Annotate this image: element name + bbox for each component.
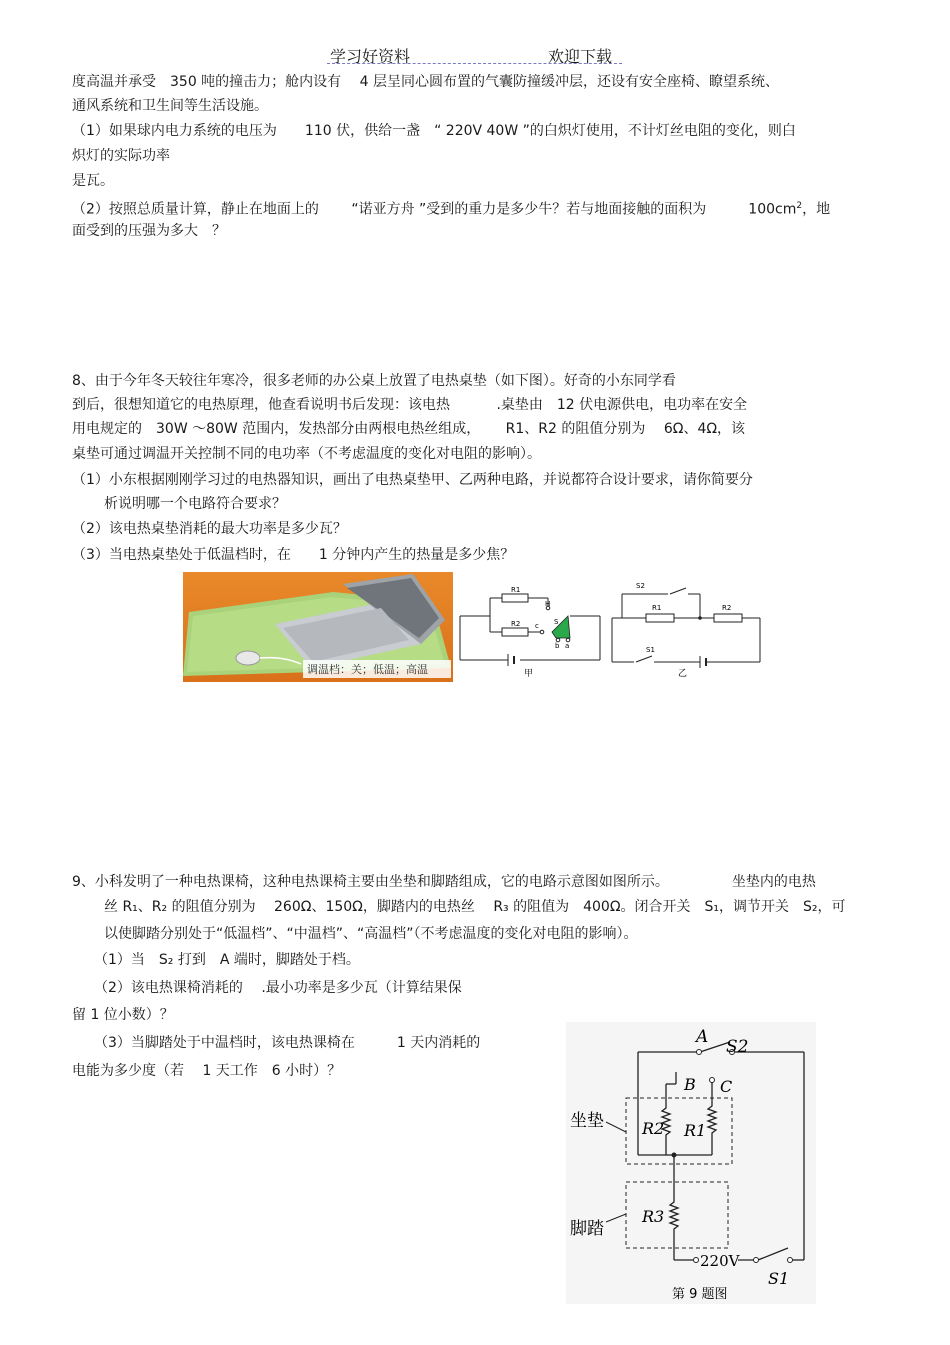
p8-q2: （2）该电热桌垫消耗的最大功率是多少瓦？ — [72, 521, 347, 537]
fig9-r3-label: R3 — [642, 1207, 665, 1226]
p7-line1: 度高温并承受 350 吨的撞击力；舱内设有 4 层呈同心圆布置的气囊防撞缓冲层，还设有安全座椅、瞭望系统、 — [72, 74, 779, 90]
photo-caption: 调温档：关；低温；高温 — [307, 663, 428, 676]
p7-q1-line1: （1）如果球内电力系统的电压为 110 伏，供给一盏 “ 220V 40W ”的白炽灯使用，不计灯丝电阻的变化，则白 — [72, 123, 796, 139]
jia-r1-label: R1 — [511, 586, 521, 594]
p7-q1-line2: 炽灯的实际功率 — [72, 148, 170, 164]
yi-s2-label: S2 — [636, 582, 645, 590]
jia-s-label: S — [554, 618, 559, 626]
desk-pad-photo — [183, 572, 453, 682]
header-divider — [327, 63, 622, 64]
circuit-yi — [608, 578, 770, 680]
header-left: 学习好资料 — [330, 47, 411, 66]
p9-line3: 以使脚踏分别处于“低温档”、“中温档”、“高温档”（不考虑温度的变化对电阻的影响）。 — [104, 926, 638, 942]
circuit-jia — [456, 580, 604, 680]
p8-q1-line2: 析说明哪一个电路符合要求？ — [104, 496, 286, 512]
yi-r2-label: R2 — [722, 604, 732, 612]
jia-a-label: a — [565, 642, 570, 650]
p9-q2-line1: （2）该电热课椅消耗的 .最小功率是多少瓦（计算结果保 — [94, 980, 462, 996]
p8-line1: 8、由于今年冬天较往年寒冷，很多老师的办公桌上放置了电热桌垫（如下图）。好奇的小东同学看 — [72, 373, 676, 389]
jia-h-label: H — [545, 600, 551, 608]
fig9-s1-label: S1 — [768, 1269, 790, 1288]
fig9-c-label: C — [720, 1077, 733, 1096]
fig9-seat-label: 坐垫 — [570, 1111, 604, 1131]
fig9-r1-label: R1 — [684, 1121, 707, 1140]
header-right: 欢迎下载 — [548, 47, 613, 66]
fig9-caption: 第 9 题图 — [672, 1287, 728, 1302]
chair-circuit-figure — [566, 1022, 816, 1304]
fig9-foot-label: 脚踏 — [570, 1219, 604, 1239]
p7-q1-line3: 是瓦。 — [72, 173, 114, 189]
p9-line1: 9、小科发明了一种电热课椅，这种电热课椅主要由坐垫和脚踏组成，它的电路示意图如图所示。 坐垫内的电热 — [72, 874, 816, 890]
p9-line2: 丝 R₁、R₂ 的阻值分别为 260Ω、150Ω，脚踏内的电热丝 R₃ 的阻值为 400Ω。闭合开关 S₁，调节开关 S₂，可 — [104, 899, 846, 915]
p9-q3-line2: 电能为多少度（若 1 天工作 6 小时）？ — [72, 1063, 342, 1079]
fig9-s2-label: S2 — [726, 1037, 749, 1057]
jia-caption: 甲 — [524, 669, 534, 679]
fig9-a-label: A — [696, 1027, 709, 1047]
yi-s1-label: S1 — [646, 646, 655, 654]
p9-q3-line1: （3）当脚踏处于中温档时，该电热课椅在 1 天内消耗的 — [94, 1035, 481, 1051]
jia-c-label: c — [535, 622, 539, 630]
p8-line3: 用电规定的 30W ～80W 范围内，发热部分由两根电热丝组成， R1、R2 的阻值分别为 6Ω、4Ω，该 — [72, 421, 746, 437]
fig9-voltage-label: 220V — [700, 1252, 740, 1270]
p8-q3: （3）当电热桌垫处于低温档时，在 1 分钟内产生的热量是多少焦？ — [72, 547, 515, 563]
p9-q1: （1）当 S₂ 打到 A 端时，脚踏处于档。 — [94, 952, 360, 968]
p8-line4: 桌垫可通过调温开关控制不同的电功率（不考虑温度的变化对电阻的影响）。 — [72, 446, 541, 462]
jia-b-label: b — [555, 642, 560, 650]
yi-r1-label: R1 — [652, 604, 662, 612]
fig9-b-label: B — [684, 1075, 696, 1094]
fig9-r2-label: R2 — [642, 1119, 665, 1138]
p8-line2: 到后，很想知道它的电热原理，他查看说明书后发现：该电热 .桌垫由 12 伏电源供电，电功率在安全 — [72, 397, 748, 413]
p7-q2-line2: 面受到的压强为多大 ？ — [72, 223, 226, 239]
p7-q2-line1: （2）按照总质量计算，静止在地面上的 “诺亚方舟 ”受到的重力是多少牛？若与地面接触的面积为 $100cm^2$，地 — [72, 201, 831, 218]
p8-q1-line1: （1）小东根据刚刚学习过的电热器知识，画出了电热桌垫甲、乙两种电路，并说都符合设计要求，请你简要分 — [72, 472, 753, 488]
yi-caption: 乙 — [678, 669, 688, 679]
p7-line2: 通风系统和卫生间等生活设施。 — [72, 98, 268, 114]
jia-r2-label: R2 — [511, 620, 521, 628]
p9-q2-line2: 留 1 位小数）？ — [72, 1007, 174, 1023]
